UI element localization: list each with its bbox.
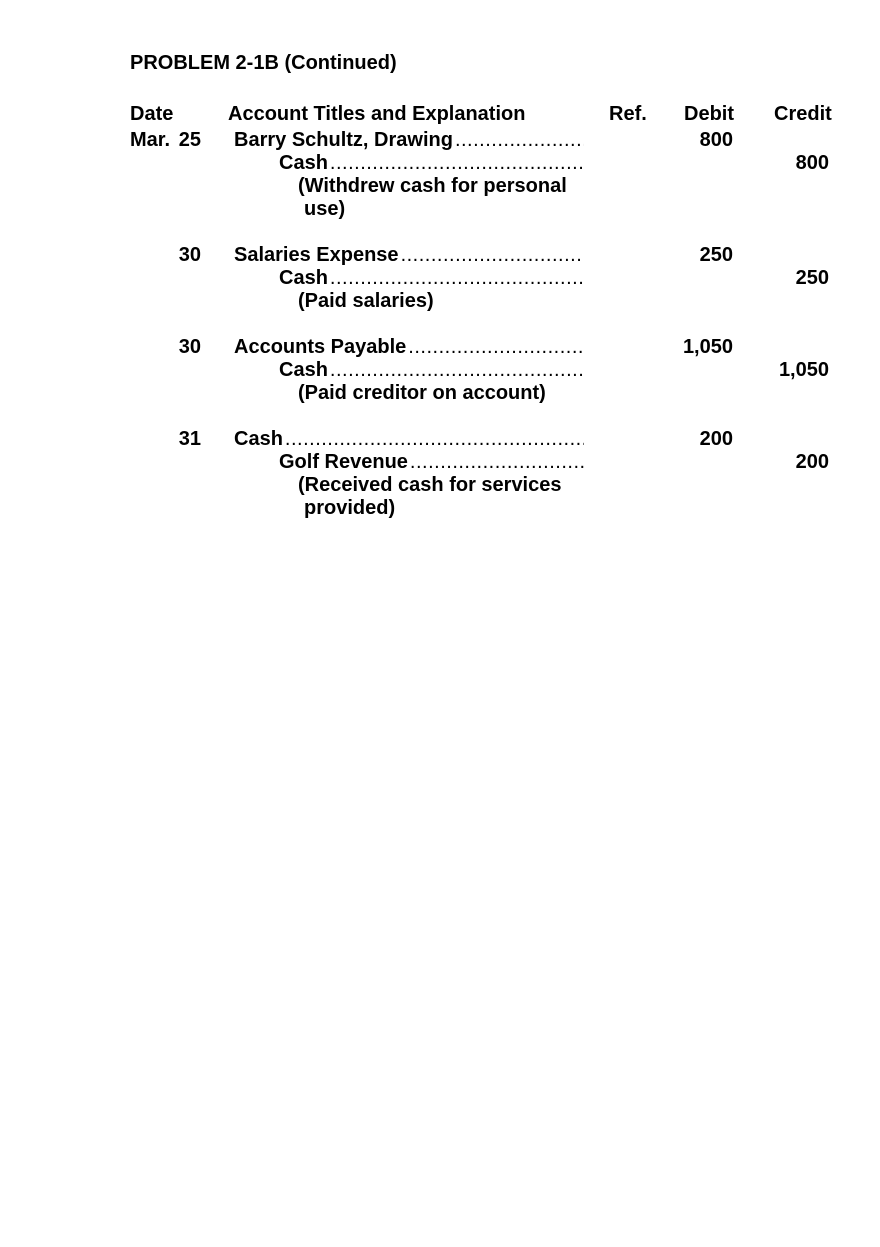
- explanation: (Withdrew cash for personal: [298, 175, 567, 197]
- debit-amount: 250: [699, 244, 733, 266]
- debit-account: [234, 428, 584, 451]
- debit-amount: 800: [699, 129, 733, 151]
- credit-amount: 250: [795, 267, 829, 289]
- debit-account-label: Accounts Payable: [234, 336, 407, 358]
- explanation-continued: use): [304, 198, 346, 220]
- header-account: Account Titles and Explanation: [228, 103, 526, 125]
- debit-account: [234, 244, 584, 267]
- credit-account-label: Cash: [279, 152, 328, 174]
- credit-account-label: Cash: [279, 359, 328, 381]
- credit-account: [279, 152, 584, 175]
- credit-account: [279, 359, 584, 382]
- explanation: (Received cash for services: [298, 474, 562, 496]
- debit-account-label: Barry Schultz, Drawing: [234, 129, 453, 151]
- header-date: Date: [130, 103, 174, 125]
- explanation: (Paid salaries): [298, 290, 434, 312]
- entry-day: 25: [178, 129, 201, 151]
- debit-amount: 200: [699, 428, 733, 450]
- entry-day: 31: [178, 428, 201, 450]
- credit-account-label: Cash: [279, 267, 328, 289]
- debit-account: [234, 336, 584, 359]
- credit-account: [279, 451, 584, 474]
- credit-amount: 1,050: [778, 359, 829, 381]
- entry-day: 30: [178, 336, 201, 358]
- debit-account-label: Cash: [234, 428, 283, 450]
- page-title: PROBLEM 2-1B (Continued): [130, 52, 397, 74]
- header-credit: Credit: [774, 103, 832, 125]
- header-debit: Debit: [684, 103, 734, 125]
- explanation-continued: provided): [304, 497, 396, 519]
- debit-amount: 1,050: [682, 336, 733, 358]
- credit-account: [279, 267, 584, 290]
- credit-amount: 200: [795, 451, 829, 473]
- credit-account-label: Golf Revenue: [279, 451, 408, 473]
- debit-account: [234, 129, 584, 152]
- credit-amount: 800: [795, 152, 829, 174]
- entry-month: Mar.: [130, 129, 171, 151]
- explanation: (Paid creditor on account): [298, 382, 546, 404]
- debit-account-label: Salaries Expense: [234, 244, 399, 266]
- entry-day: 30: [178, 244, 201, 266]
- header-ref: Ref.: [609, 103, 647, 125]
